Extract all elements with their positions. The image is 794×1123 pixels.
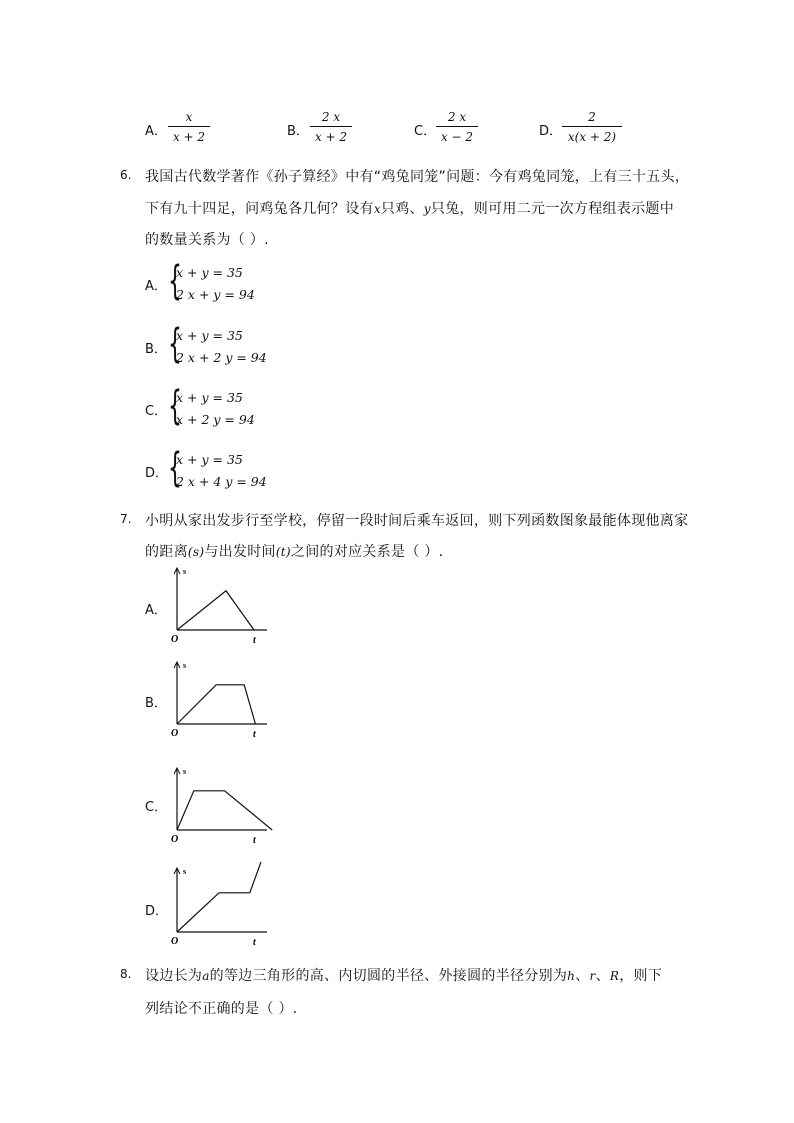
- y-axis-label: s: [183, 867, 187, 876]
- q6-option-c-system: [168, 383, 255, 431]
- question-text-line-1: 小明从家出发步行至学校，停留一段时间后乘车返回，则下列函数图象最能体现他离家: [145, 513, 689, 529]
- question-number: 8.: [120, 967, 132, 981]
- x-axis-label: t: [253, 729, 256, 740]
- denominator: x(x + 2): [567, 130, 617, 144]
- var-s: (s): [187, 545, 205, 559]
- var-a: a: [202, 969, 210, 983]
- y-axis-label: s: [183, 767, 187, 776]
- text: 的等边三角形的高、内切圆的半径、外接圆的半径分别为: [209, 968, 568, 984]
- denominator: x + 2: [172, 130, 206, 144]
- q7-option-a-graph: [162, 560, 282, 650]
- q6-option-b-system: [168, 321, 267, 369]
- numerator: 2 x: [436, 110, 478, 127]
- text: 之间的对应关系是（ ）.: [290, 544, 444, 560]
- q7-option-b-graph: [162, 654, 282, 744]
- equation-2: 2 x + y = 94: [176, 287, 255, 302]
- y-axis-label: s: [183, 661, 187, 670]
- question-number: 6.: [120, 168, 132, 182]
- distance-time-line: [177, 862, 261, 932]
- brace: {: [168, 258, 182, 304]
- q6-option-d-system: [168, 445, 267, 493]
- text: 、: [575, 968, 590, 984]
- distance-time-line: [177, 791, 272, 830]
- equation-1: x + y = 35: [176, 265, 243, 280]
- brace: {: [168, 383, 182, 429]
- q7-option-c-graph: [162, 760, 282, 850]
- distance-time-line: [177, 591, 254, 630]
- var-h: h: [567, 969, 576, 983]
- var-R: R: [609, 969, 620, 983]
- q7-option-d-graph: [162, 860, 282, 952]
- text: 、: [595, 968, 610, 984]
- text: 只鸡、: [380, 201, 424, 217]
- q6-option-b-label: B．: [145, 342, 167, 357]
- equation-2: 2 x + 2 y = 94: [176, 350, 267, 365]
- y-axis-label: s: [183, 567, 187, 576]
- numerator: 2 x: [310, 110, 352, 127]
- q7-option-b-label: B．: [145, 696, 167, 711]
- question-number: 7.: [120, 512, 132, 526]
- origin-label: O: [171, 634, 179, 645]
- equation-1: x + y = 35: [176, 390, 243, 405]
- question-text-line-1: 我国古代数学著作《孙子算经》中有“鸡兔同笼”问题：今有鸡兔同笼，上有三十五头，: [145, 169, 690, 185]
- text: 下有九十四足，问鸡兔各几何？设有: [145, 201, 374, 217]
- q5-option-d-label: D．: [539, 124, 563, 139]
- q5-option-a-fraction: [168, 110, 210, 144]
- origin-label: O: [171, 728, 179, 739]
- question-text-line-1: [145, 965, 662, 985]
- var-r: r: [589, 969, 596, 983]
- q5-option-b-label: B．: [287, 124, 309, 139]
- brace: {: [168, 321, 182, 367]
- q5-option-a-label: A．: [145, 124, 167, 139]
- question-text-line-3: 的数量关系为（ ）.: [145, 232, 269, 248]
- brace: {: [168, 445, 182, 491]
- equation-2: x + 2 y = 94: [176, 412, 255, 427]
- text: ，则下: [619, 968, 663, 984]
- x-axis-label: t: [253, 835, 256, 846]
- q5-option-c-fraction: [436, 110, 478, 144]
- q5-option-d-fraction: [562, 110, 622, 144]
- text: 设边长为: [145, 968, 203, 984]
- q6-option-d-label: D．: [145, 466, 169, 481]
- equation-1: x + y = 35: [176, 452, 243, 467]
- q7-option-c-label: C．: [145, 800, 168, 815]
- q6-option-c-label: C．: [145, 404, 168, 419]
- question-text-line-2: 列结论不正确的是（ ）.: [145, 1001, 298, 1017]
- text: 只兔，则可用二元一次方程组表示题中: [430, 201, 674, 217]
- x-axis-label: t: [253, 937, 256, 948]
- var-y: y: [423, 202, 431, 216]
- origin-label: O: [171, 936, 179, 947]
- var-t: (t): [275, 545, 291, 559]
- question-text-line-2: [145, 198, 674, 218]
- numerator: x: [168, 110, 210, 127]
- numerator: 2: [562, 110, 622, 127]
- q6-option-a-label: A．: [145, 279, 167, 294]
- denominator: x − 2: [440, 130, 474, 144]
- text: 与出发时间: [204, 544, 276, 560]
- q7-option-a-label: A．: [145, 603, 167, 618]
- q6-option-a-system: [168, 258, 255, 306]
- x-axis-label: t: [253, 635, 256, 646]
- equation-2: 2 x + 4 y = 94: [176, 474, 267, 489]
- distance-time-line: [177, 685, 255, 724]
- var-x: x: [373, 202, 381, 216]
- text: 的距离: [145, 544, 188, 560]
- q7-option-d-label: D．: [145, 904, 169, 919]
- question-text-line-2: [145, 541, 443, 561]
- q5-option-b-fraction: [310, 110, 352, 144]
- equation-1: x + y = 35: [176, 328, 243, 343]
- denominator: x + 2: [314, 130, 348, 144]
- q5-option-c-label: C．: [414, 124, 437, 139]
- origin-label: O: [171, 834, 179, 845]
